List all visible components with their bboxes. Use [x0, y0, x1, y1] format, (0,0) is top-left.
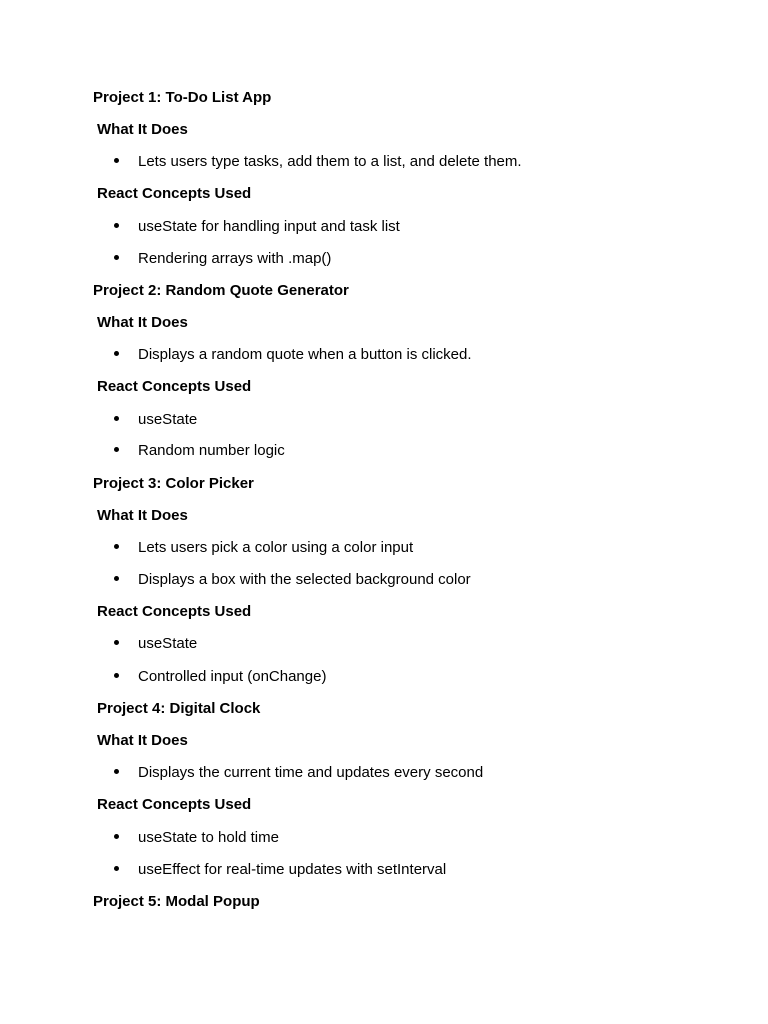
bullet-icon	[114, 158, 119, 163]
list-item-text: useState for handling input and task list	[138, 218, 400, 235]
list-item-text: Lets users type tasks, add them to a list, and delete them.	[138, 153, 522, 170]
list-item	[114, 667, 326, 687]
list-item-text: Random number logic	[138, 442, 285, 459]
list-item	[114, 249, 331, 269]
bullet-icon	[114, 544, 119, 549]
list-item-text: Displays the current time and updates every second	[138, 764, 484, 781]
list-item-text: useEffect for real-time updates with setInterval	[138, 861, 447, 878]
list-item-text: useState	[138, 411, 198, 428]
list-item-text: useState to hold time	[138, 829, 279, 846]
list-item	[114, 763, 483, 783]
project-title: Project 5: Modal Popup	[93, 893, 260, 910]
list-item-text: useState	[138, 635, 198, 652]
bullet-icon	[114, 351, 119, 356]
project-title: Project 3: Color Picker	[93, 475, 254, 492]
bullet-icon	[114, 866, 119, 871]
list-item	[114, 345, 472, 365]
list-item	[114, 217, 400, 237]
section-heading-what-it-does: What It Does	[97, 121, 188, 138]
list-item	[114, 410, 197, 430]
list-item	[114, 828, 279, 848]
list-item	[114, 570, 471, 590]
bullet-icon	[114, 447, 119, 452]
list-item	[114, 634, 197, 654]
bullet-icon	[114, 223, 119, 228]
section-heading-what-it-does: What It Does	[97, 314, 188, 331]
list-item	[114, 152, 522, 172]
section-heading-react-concepts: React Concepts Used	[97, 796, 252, 813]
list-item	[114, 538, 413, 558]
bullet-icon	[114, 640, 119, 645]
bullet-icon	[114, 255, 119, 260]
project-title: Project 4: Digital Clock	[97, 700, 261, 717]
list-item	[114, 441, 285, 461]
section-heading-react-concepts: React Concepts Used	[97, 378, 252, 395]
bullet-icon	[114, 834, 119, 839]
list-item-text: Controlled input (onChange)	[138, 668, 327, 685]
list-item-text: Displays a random quote when a button is clicked.	[138, 346, 472, 363]
list-item	[114, 860, 446, 880]
section-heading-what-it-does: What It Does	[97, 732, 188, 749]
bullet-icon	[114, 576, 119, 581]
bullet-icon	[114, 673, 119, 678]
list-item-text: Rendering arrays with .map()	[138, 250, 332, 267]
list-item-text: Lets users pick a color using a color input	[138, 539, 414, 556]
section-heading-react-concepts: React Concepts Used	[97, 185, 252, 202]
section-heading-react-concepts: React Concepts Used	[97, 603, 252, 620]
bullet-icon	[114, 769, 119, 774]
bullet-icon	[114, 416, 119, 421]
section-heading-what-it-does: What It Does	[97, 507, 188, 524]
project-title: Project 2: Random Quote Generator	[93, 282, 349, 299]
project-title: Project 1: To-Do List App	[93, 89, 272, 106]
list-item-text: Displays a box with the selected background color	[138, 571, 471, 588]
